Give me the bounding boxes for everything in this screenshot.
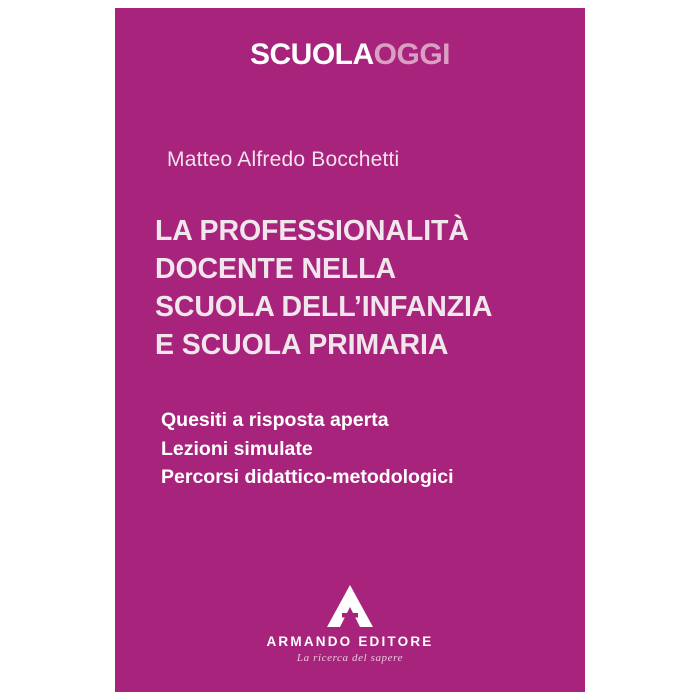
subtitle-line: Lezioni simulate	[161, 437, 313, 460]
book-title	[155, 213, 565, 365]
subtitle-line: Percorsi didattico-metodologici	[161, 466, 454, 489]
armando-a-logo-icon	[327, 585, 373, 627]
author-name: Matteo Alfredo Bocchetti	[167, 148, 400, 171]
title-line: E SCUOLA PRIMARIA	[155, 328, 449, 361]
book-subtitle	[161, 406, 581, 492]
series-logo-scuola: SCUOLA	[249, 38, 374, 71]
publisher-block	[115, 585, 585, 664]
book-cover	[115, 8, 585, 692]
title-line: SCUOLA DELL’INFANZIA	[155, 290, 493, 323]
subtitle-line: Quesiti a risposta aperta	[161, 409, 389, 431]
title-line: DOCENTE NELLA	[155, 252, 396, 285]
publisher-tagline: La ricerca del sapere	[296, 652, 404, 664]
title-line: LA PROFESSIONALITÀ	[155, 215, 469, 247]
publisher-name: ARMANDO EDITORE	[266, 634, 434, 649]
series-logo	[115, 38, 585, 72]
series-logo-oggi: OGGI	[373, 38, 450, 71]
